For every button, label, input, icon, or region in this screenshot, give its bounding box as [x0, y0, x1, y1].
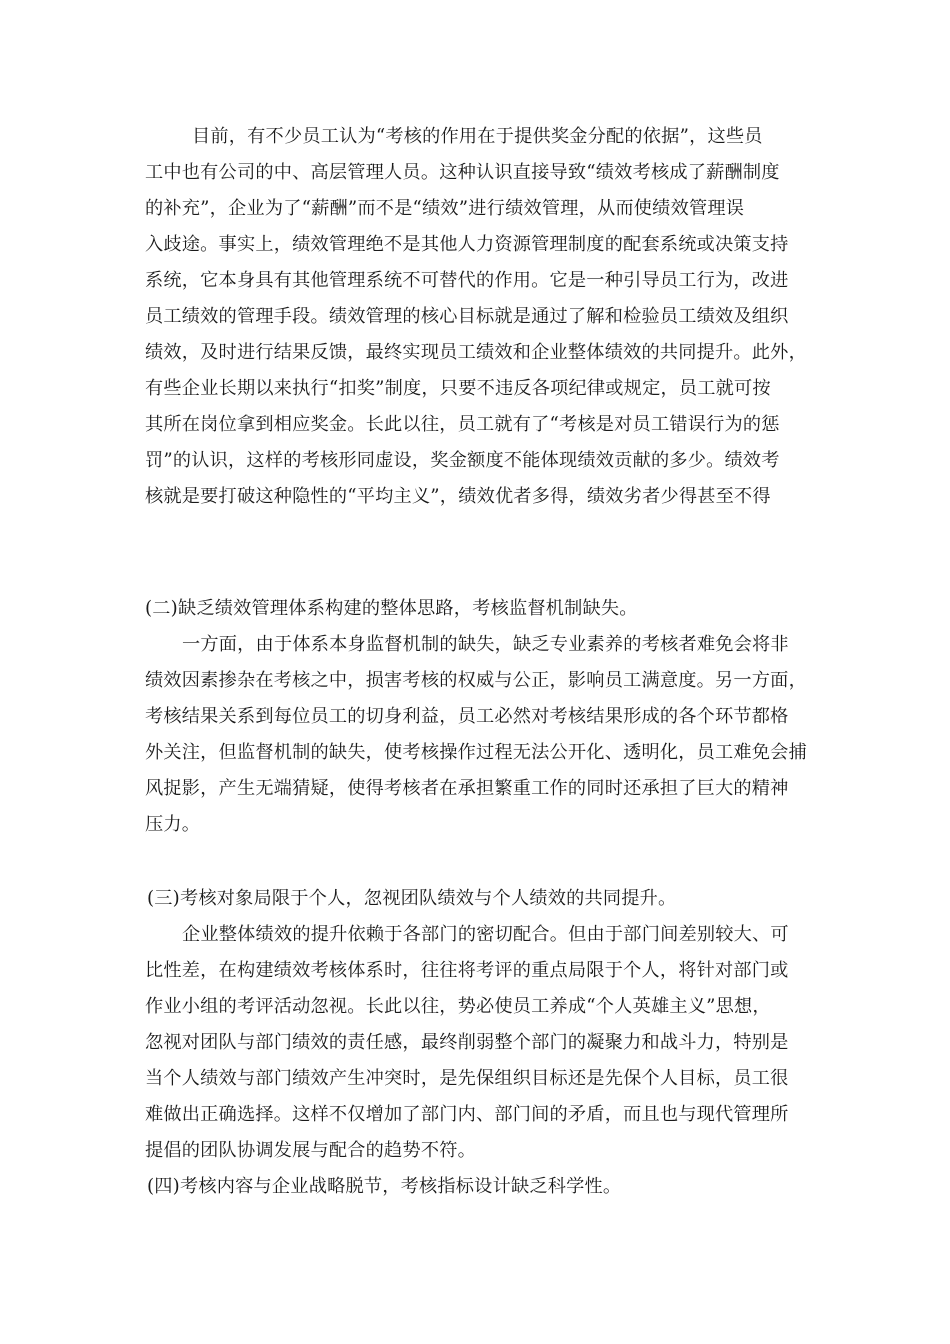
section-3-line: 作业小组的考评活动忽视。长此以往，势必使员工养成“个人英雄主义”思想，	[145, 996, 771, 1017]
section-2-line: 外关注，但监督机制的缺失，使考核操作过程无法公开化、透明化，员工难免会捕	[145, 742, 807, 763]
paragraph-1-line: 入歧途。事实上，绩效管理绝不是其他人力资源管理制度的配套系统或决策支持	[145, 234, 789, 255]
section-3-line: 提倡的团队协调发展与配合的趋势不符。	[145, 1140, 476, 1161]
section-2-heading: (二)缺乏绩效管理体系构建的整体思路，考核监督机制缺失。	[145, 598, 638, 619]
paragraph-1-line: 系统，它本身具有其他管理系统不可替代的作用。它是一种引导员工行为，改进	[145, 270, 789, 291]
paragraph-1-line: 的补充”，企业为了“薪酬”而不是“绩效”进行绩效管理，从而使绩效管理误	[145, 198, 745, 219]
section-2-line: 压力。	[145, 814, 201, 835]
paragraph-1-line: 有些企业长期以来执行“扣奖”制度，只要不违反各项纪律或规定，员工就可按	[145, 378, 771, 399]
paragraph-1-line: 工中也有公司的中、高层管理人员。这种认识直接导致“绩效考核成了薪酬制度	[145, 162, 780, 183]
section-3-line: 忽视对团队与部门绩效的责任感，最终削弱整个部门的凝聚力和战斗力，特别是	[145, 1032, 789, 1053]
section-3-line: 当个人绩效与部门绩效产生冲突时，是先保组织目标还是先保个人目标，员工很	[145, 1068, 789, 1089]
paragraph-1-line: 核就是要打破这种隐性的“平均主义”，绩效优者多得，绩效劣者少得甚至不得	[145, 486, 771, 507]
section-2-line: 绩效因素掺杂在考核之中，损害考核的权威与公正，影响员工满意度。另一方面，	[145, 670, 807, 691]
section-3-line: 企业整体绩效的提升依赖于各部门的密切配合。但由于部门间差别较大、可	[182, 924, 789, 945]
section-2-line: 考核结果关系到每位员工的切身利益，员工必然对考核结果形成的各个环节都格	[145, 706, 789, 727]
paragraph-1-line: 绩效，及时进行结果反馈，最终实现员工绩效和企业整体绩效的共同提升。此外，	[145, 342, 807, 363]
paragraph-1-line: 罚”的认识，这样的考核形同虚设，奖金额度不能体现绩效贡献的多少。绩效考	[145, 450, 780, 471]
section-2-line: 一方面，由于体系本身监督机制的缺失，缺乏专业素养的考核者难免会将非	[182, 634, 789, 655]
section-3-line: 比性差，在构建绩效考核体系时，往往将考评的重点局限于个人，将针对部门或	[145, 960, 789, 981]
paragraph-1-line: 员工绩效的管理手段。绩效管理的核心目标就是通过了解和检验员工绩效及组织	[145, 306, 789, 327]
paragraph-1-line: 目前，有不少员工认为“考核的作用在于提供奖金分配的依据”，这些员	[192, 126, 763, 147]
section-2-line: 风捉影，产生无端猜疑，使得考核者在承担繁重工作的同时还承担了巨大的精神	[145, 778, 789, 799]
section-3-line: 难做出正确选择。这样不仅增加了部门内、部门间的矛盾，而且也与现代管理所	[145, 1104, 789, 1125]
paragraph-1-line: 其所在岗位拿到相应奖金。长此以往，员工就有了“考核是对员工错误行为的惩	[145, 414, 780, 435]
section-4-heading: (四)考核内容与企业战略脱节，考核指标设计缺乏科学性。	[147, 1176, 622, 1197]
section-3-heading: (三)考核对象局限于个人，忽视团队绩效与个人绩效的共同提升。	[147, 888, 677, 909]
